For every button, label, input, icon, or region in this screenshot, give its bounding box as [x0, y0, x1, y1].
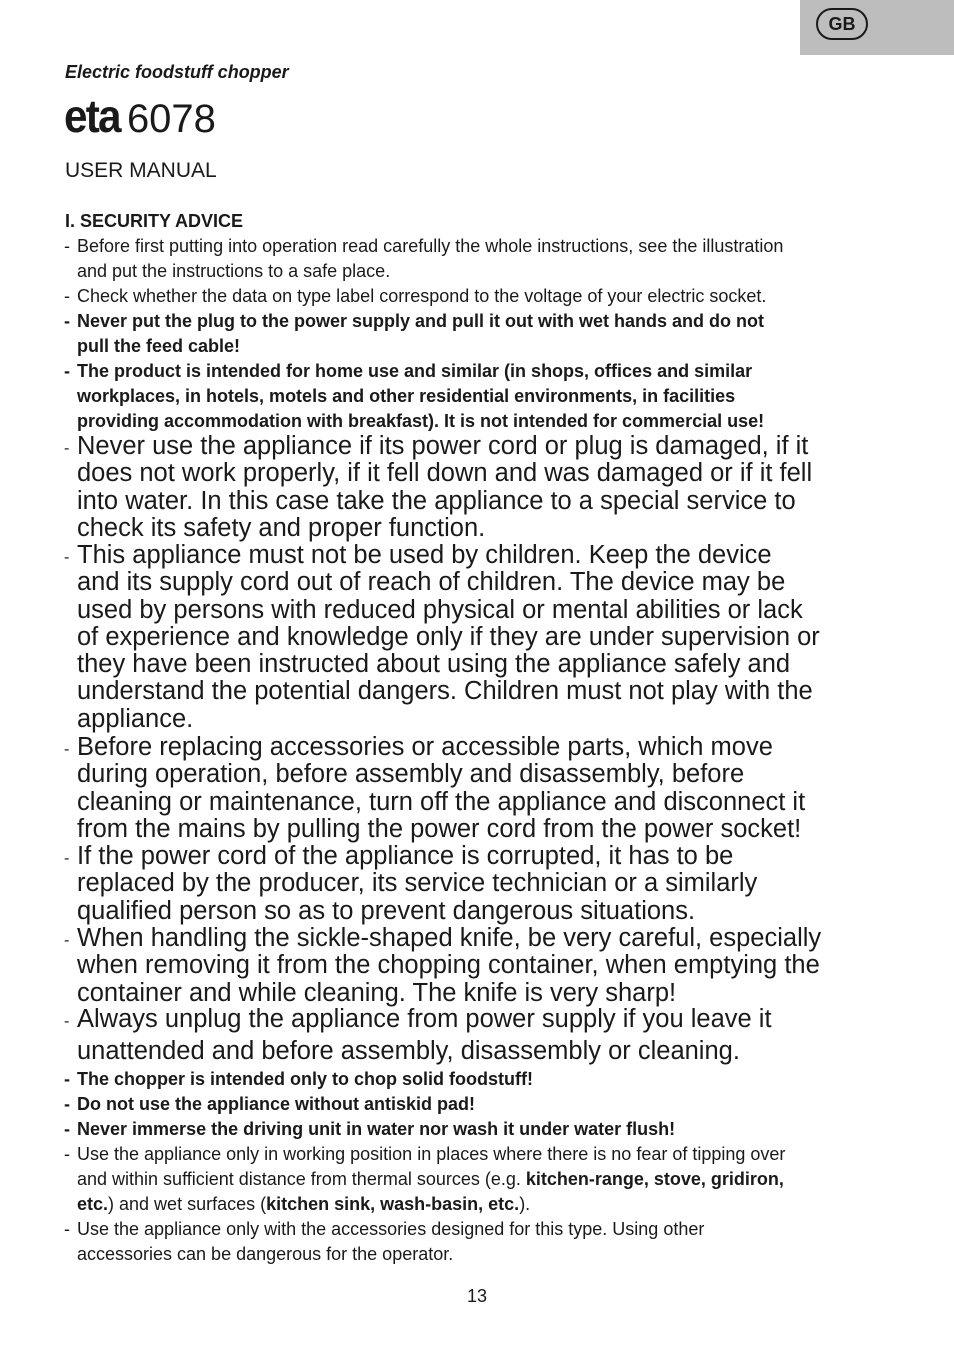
list-item	[64, 234, 888, 284]
list-item	[64, 433, 888, 542]
item-line: The chopper is intended only to chop solid foodstuff!	[77, 1069, 533, 1089]
product-subtitle: Electric foodstuff chopper	[65, 62, 289, 82]
list-item	[64, 843, 888, 925]
bullet-dash: -	[64, 1119, 70, 1139]
item-line	[77, 1167, 888, 1192]
language-tab	[800, 0, 954, 55]
item-line: understand the potential dangers. Children must not play with the	[77, 677, 813, 706]
item-emphasis: kitchen sink, wash-basin, etc.	[266, 1194, 520, 1214]
item-emphasis: etc.	[77, 1194, 109, 1214]
item-line: Never use the appliance if its power cord or plug is damaged, if it	[77, 432, 809, 460]
item-line: providing accommodation with breakfast). It is not intended for commercial use!	[77, 411, 765, 431]
bullet-dash: -	[64, 361, 70, 381]
list-item	[64, 1142, 888, 1217]
item-line: When handling the sickle-shaped knife, be very careful, especially	[77, 924, 822, 952]
list-item	[64, 542, 888, 733]
item-line: pull the feed cable!	[77, 336, 241, 356]
item-line: Check whether the data on type label correspond to the voltage of your electric socket.	[77, 286, 767, 306]
item-line: Use the appliance only in working position in places where there is no fear of tipping over	[77, 1144, 786, 1164]
item-line: during operation, before assembly and disassembly, before	[77, 760, 745, 789]
list-item	[64, 1006, 888, 1066]
list-item	[64, 309, 888, 359]
item-text: and within sufficient distance from thermal sources (e.g.	[77, 1169, 526, 1189]
item-line: appliance.	[77, 704, 194, 733]
bullet-dash: -	[64, 741, 70, 758]
item-line: cleaning or maintenance, turn off the appliance and disconnect it	[77, 787, 806, 816]
item-line: used by persons with reduced physical or mental abilities or lack	[77, 595, 803, 624]
brand-heading	[64, 88, 216, 156]
list-item	[64, 284, 888, 309]
item-line: and put the instructions to a safe place.	[77, 261, 391, 281]
item-line: replaced by the producer, its service technician or a similarly	[77, 869, 758, 898]
model-number: 6078	[126, 97, 216, 141]
section-title: I. SECURITY ADVICE	[65, 211, 244, 231]
bullet-dash: -	[64, 932, 70, 949]
bullet-dash: -	[64, 1219, 70, 1239]
item-line: qualified person so as to prevent dangerous situations.	[77, 896, 696, 925]
list-item	[64, 925, 888, 1007]
item-line: accessories can be dangerous for the operator.	[77, 1244, 454, 1264]
item-line: does not work properly, if it fell down and was damaged or if it fell	[77, 459, 813, 488]
item-line: container and while cleaning. The knife is very sharp!	[77, 978, 677, 1007]
document-type: USER MANUAL	[65, 159, 217, 182]
list-item	[64, 1217, 888, 1267]
item-line: check its safety and proper function.	[77, 513, 486, 542]
language-badge: GB	[816, 8, 868, 40]
item-line: Use the appliance only with the accessories designed for this type. Using other	[77, 1219, 705, 1239]
item-text: ).	[519, 1194, 531, 1214]
bullet-dash: -	[64, 1013, 70, 1030]
item-line	[77, 1192, 888, 1217]
item-line: of experience and knowledge only if they are under supervision or	[77, 622, 820, 651]
bullet-dash: -	[64, 440, 70, 457]
brand-logo: eta	[64, 90, 120, 142]
item-line: Before replacing accessories or accessible parts, which move	[77, 733, 773, 761]
item-line: If the power cord of the appliance is corrupted, it has to be	[77, 842, 734, 870]
item-line: when removing it from the chopping container, when emptying the	[77, 951, 820, 980]
item-line: Always unplug the appliance from power supply if you leave it	[77, 1005, 772, 1033]
list-item	[64, 1092, 888, 1117]
list-item	[64, 1117, 888, 1142]
bullet-dash: -	[64, 236, 70, 256]
item-line: unattended and before assembly, disassembly or cleaning.	[77, 1037, 740, 1066]
item-line: from the mains by pulling the power cord from the power socket!	[77, 814, 802, 843]
item-line: workplaces, in hotels, motels and other residential environments, in facilities	[77, 386, 736, 406]
item-line: Before first putting into operation read carefully the whole instructions, see the illustration	[77, 236, 784, 256]
item-line: they have been instructed about using the appliance safely and	[77, 650, 791, 679]
bullet-dash: -	[64, 286, 70, 306]
bullet-dash: -	[64, 1144, 70, 1164]
bullet-dash: -	[64, 549, 70, 566]
item-line: Never immerse the driving unit in water nor wash it under water flush!	[77, 1119, 676, 1139]
item-line: The product is intended for home use and similar (in shops, offices and similar	[77, 361, 753, 381]
item-line: Do not use the appliance without antiskid pad!	[77, 1094, 476, 1114]
item-line: into water. In this case take the appliance to a special service to	[77, 486, 796, 515]
bullet-dash: -	[64, 311, 70, 331]
item-line: and its supply cord out of reach of children. The device may be	[77, 568, 786, 597]
page-number: 13	[466, 1286, 488, 1306]
item-emphasis: kitchen-range, stove, gridiron,	[525, 1169, 784, 1189]
bullet-dash: -	[64, 1094, 70, 1114]
item-line: This appliance must not be used by children. Keep the device	[77, 541, 772, 569]
list-item	[64, 359, 888, 434]
item-text: ) and wet surfaces (	[108, 1194, 267, 1214]
list-item	[64, 734, 888, 843]
item-line: Never put the plug to the power supply and pull it out with wet hands and do not	[77, 311, 764, 331]
bullet-dash: -	[64, 850, 70, 867]
bullet-dash: -	[64, 1069, 70, 1089]
list-item	[64, 1067, 888, 1092]
